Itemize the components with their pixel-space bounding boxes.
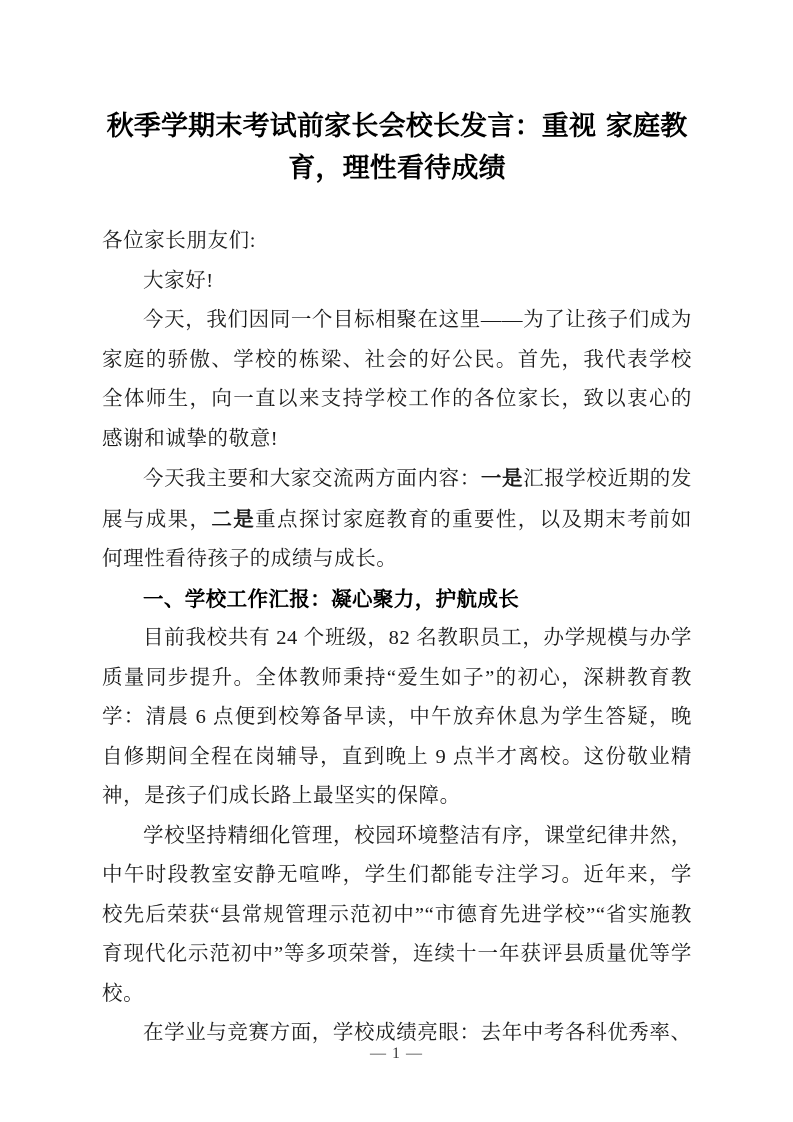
salutation: 各位家长朋友们:	[102, 230, 256, 252]
page-content	[102, 0, 692, 1054]
greeting: 大家好!	[143, 269, 214, 292]
outline-emphasis-one: 一是	[480, 466, 524, 490]
outline-tail: 重点探讨家庭教育的重要性，以及期末考前如何理性看待孩子的成绩与成长。	[102, 508, 693, 570]
outline-middle: 汇报学校近期的发展与成果，	[102, 468, 692, 531]
paragraph-achievement: 在学业与竞赛方面，学校成绩亮眼：去年中考各科优秀率、	[143, 1022, 692, 1044]
paragraph-management: 学校坚持精细化管理，校园环境整洁有序，课堂纪律井然，中午时段教室安静无喧哗，学生们都能专注学习。近年来，学校先后荣获“县常规管理示范初中”“市德育先进学校”“省实施教育现代化示范初中”等多项荣誉，连续十一年获评县质量优等学校。	[102, 824, 692, 1005]
paragraph-outline	[102, 459, 692, 580]
section-heading-1: 一、学校工作汇报：凝心聚力，护航成长	[143, 586, 520, 611]
paragraph-scale: 目前我校共有 24 个班级，82 名教职员工，办学规模与办学质量同步提升。全体教师秉持“爱生如子”的初心，深耕教育教学：清晨 6 点便到校筹备早读，中午放弃休息为学生答疑，晚自修期间全程在岗辅导，直到晚上 9 点半才离校。这份敬业精神，是孩子们成长路上最坚实的保障。	[102, 627, 692, 807]
page-number: — 1 —	[370, 1045, 423, 1062]
page-title-line-2: 家庭教育，理性看待成绩	[288, 111, 688, 184]
paragraph-opening: 今天，我们因同一个目标相聚在这里——为了让孩子们成为家庭的骄傲、学校的栋梁、社会的好公民。首先，我代表学校全体师生，向一直以来支持学校工作的各位家长，致以衷心的感谢和诚挚的敬意!	[102, 309, 692, 450]
page-title	[102, 0, 692, 190]
page-title-line-1: 秋季学期末考试前家长会校长发言：重视	[106, 111, 597, 142]
outline-emphasis-two: 二是	[211, 506, 256, 531]
outline-intro: 今天我主要和大家交流两方面内容：	[143, 468, 481, 490]
